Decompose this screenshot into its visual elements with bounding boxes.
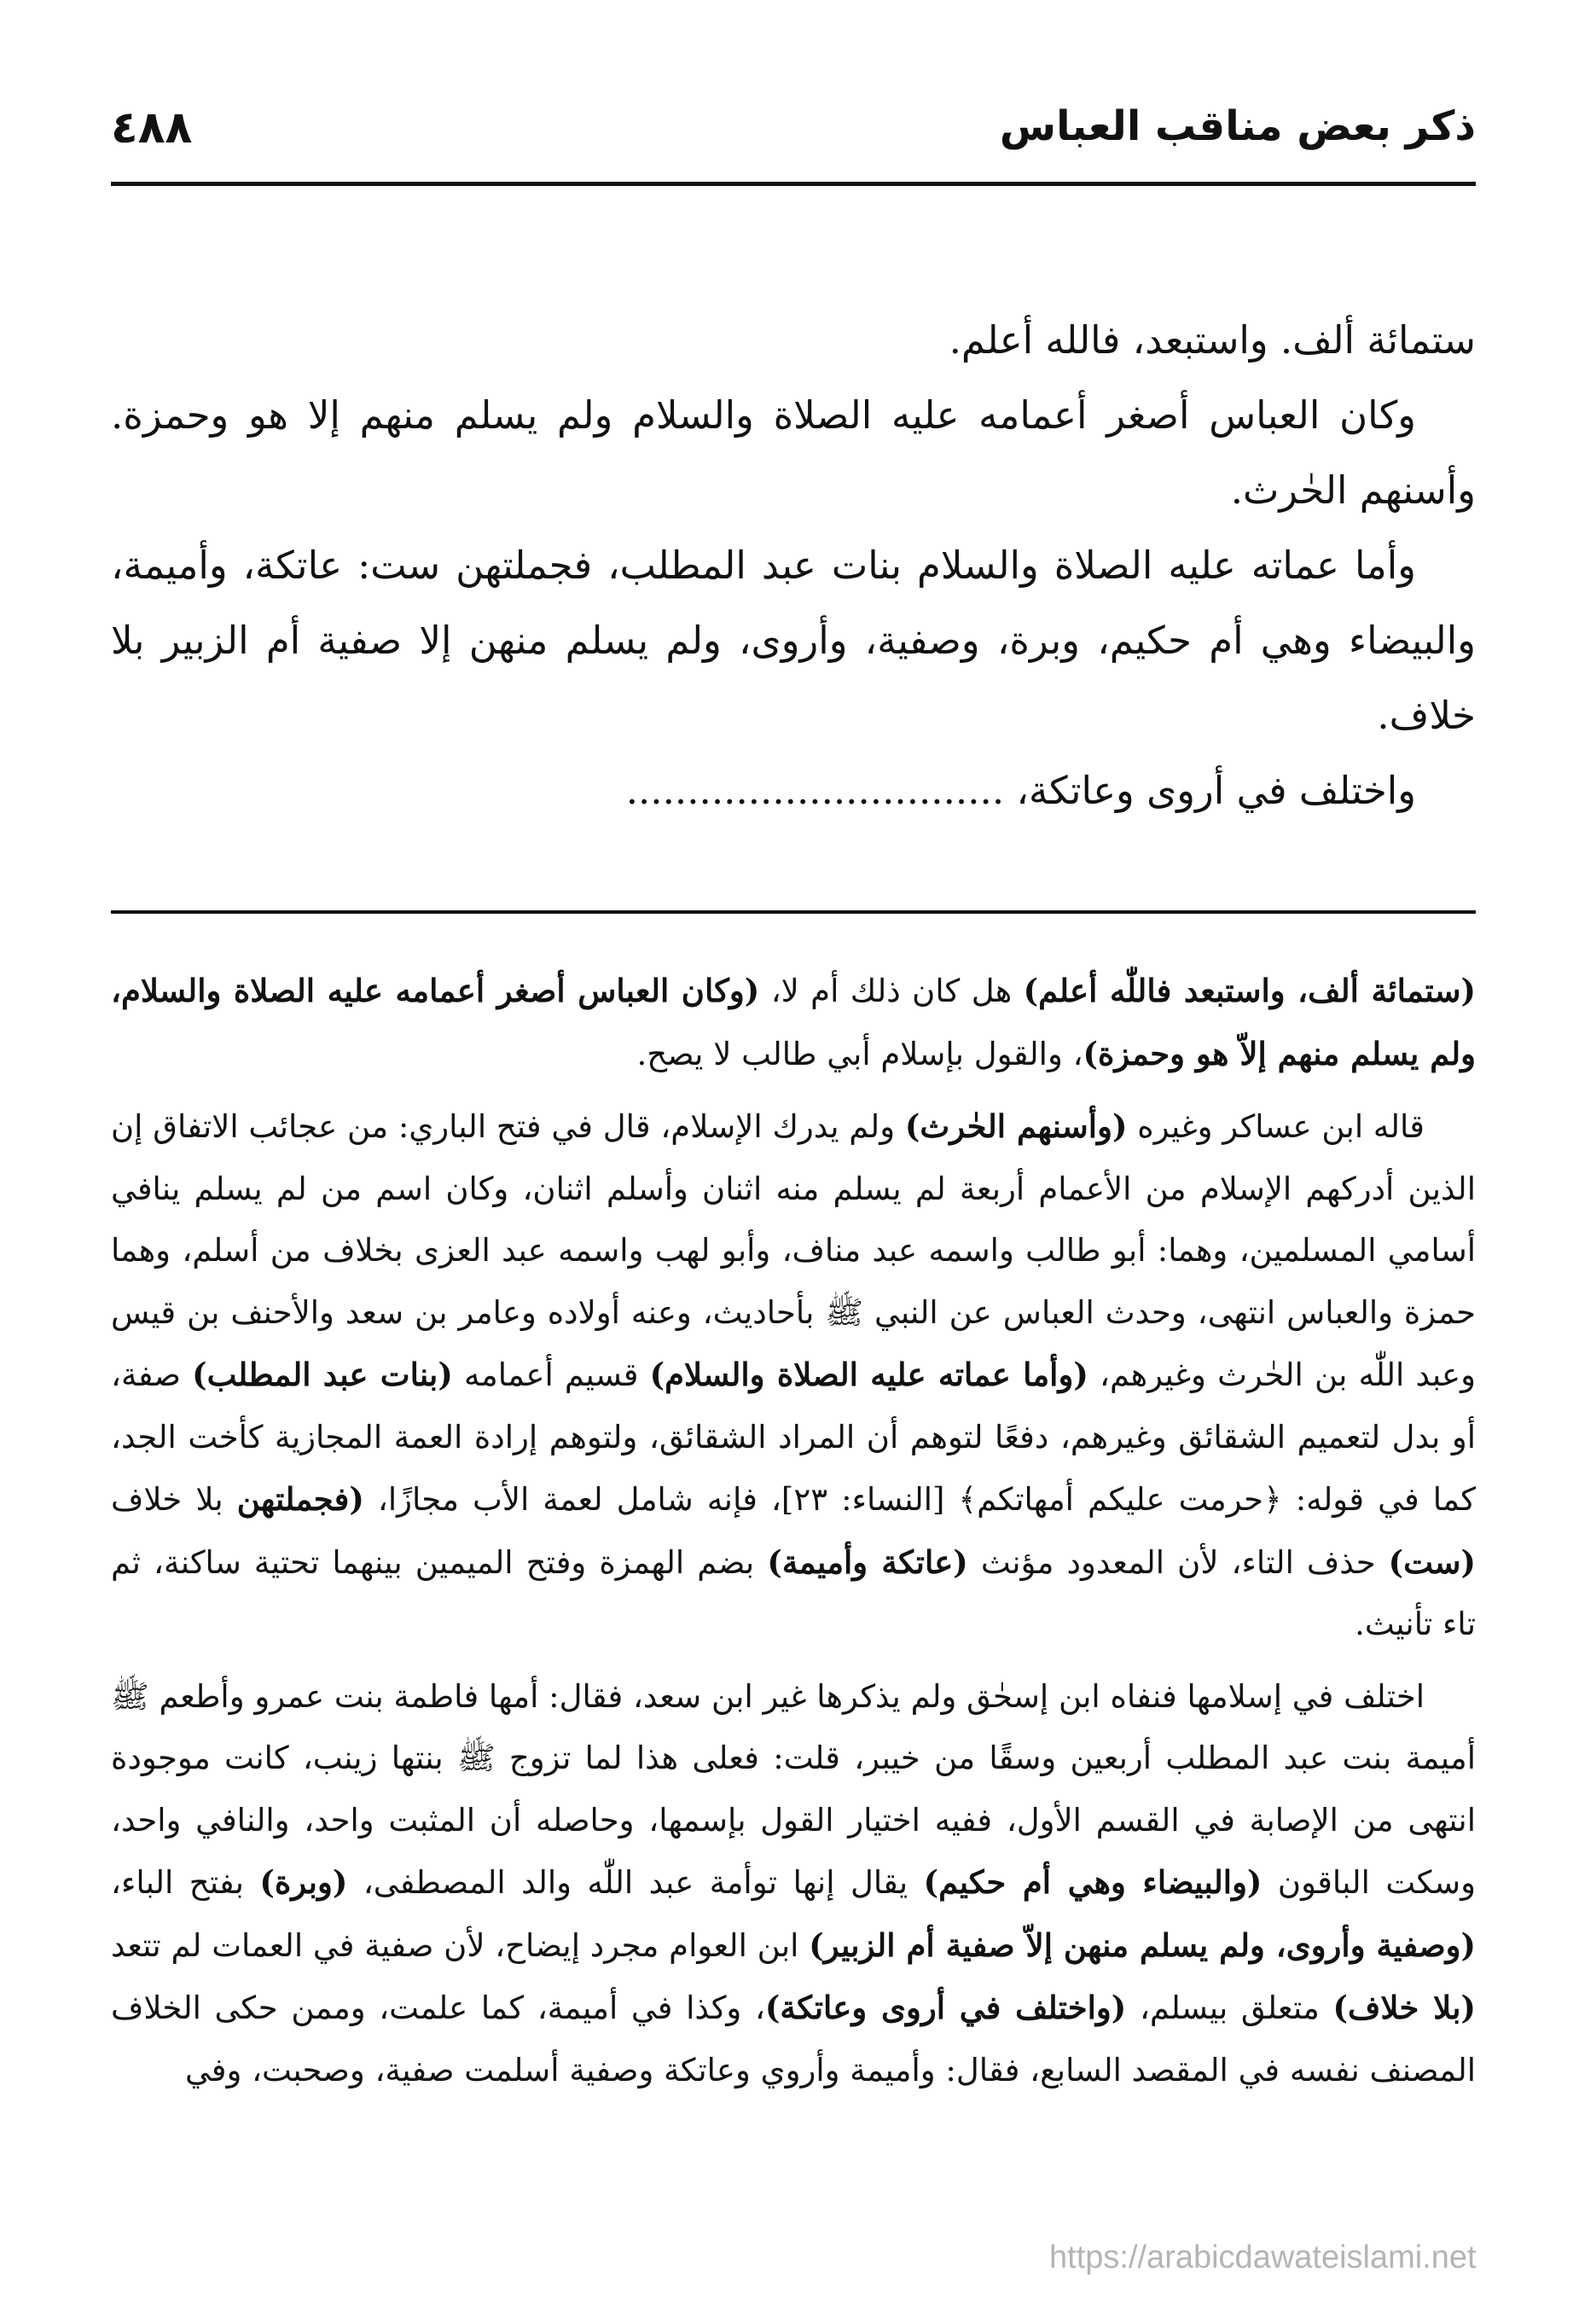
commentary-text: اختلف في إسلامها فنفاه ابن إسحٰق ولم يذكرها غير ابن سعد، فقال: أمها فاطمة بنت عمرو وأطعم ﷺ أميمة بنت عبد المطلب أربعين وسقًا من خيبر، قلت: فعلى هذا لما تزوج ﷺ بنتها زينب، كانت موجودة انتهى من الإصابة في القسم الأول، ففيه اختيار القول بإسمها، وحاصله أن المثبت واحد، والنافي واحد، وسكت الباقون bbox=[111, 1677, 1477, 1901]
quoted-matn: (وبرة) bbox=[259, 1863, 348, 1901]
quoted-matn: (عاتكة وأميمة) bbox=[767, 1543, 968, 1581]
watermark-url: https://arabicdawateislami.net bbox=[1049, 2240, 1477, 2275]
commentary-text: هل كان ذلك أم لا، bbox=[759, 973, 1024, 1009]
page-number: ٤٨٨ bbox=[111, 102, 193, 154]
header-rule bbox=[111, 182, 1476, 186]
book-page bbox=[111, 81, 1477, 2089]
commentary-text: بضم الهمزة وفتح الميمين بينهما تحتية ساكنة، ثم تاء تأنيث. bbox=[111, 1543, 1476, 1642]
commentary-text: قسيم أعمامه bbox=[452, 1357, 650, 1393]
ellipsis-dots: ............................... bbox=[625, 768, 1005, 813]
commentary-text: يقال إنها توأمة عبد اللّٰه والد المصطفى، bbox=[347, 1864, 924, 1901]
commentary-text: متعلق بيسلم، bbox=[1126, 1990, 1333, 2026]
commentary-paragraph bbox=[111, 960, 1476, 1085]
commentary-text: ، وكذا في أميمة، كما علمت، وممن حكى الخلاف المصنف نفسه في المقصد السابع، فقال: وأميمة وأروي وعاتكة وصفية أسلمت صفية، وصحبت، وفي bbox=[111, 1990, 1476, 2089]
quoted-matn: (وأما عماته عليه الصلاة والسلام) bbox=[649, 1356, 1088, 1393]
main-paragraph: وأما عماته عليه الصلاة والسلام بنات عبد المطلب، فجملتهن ست: عاتكة، وأميمة، والبيضاء وهي أم حكيم، وبرة، وصفية، وأروى، ولم يسلم منهن إلا صفية أم الزبير بلا خلاف. bbox=[111, 543, 1476, 738]
quoted-matn: (بلا خلاف) bbox=[1332, 1989, 1477, 2026]
commentary-text: بفتح الباء، bbox=[111, 1864, 260, 1901]
quoted-matn: (والبيضاء وهي أم حكيم) bbox=[923, 1863, 1262, 1901]
commentary-paragraph bbox=[111, 1666, 1476, 2102]
commentary-text: بلا خلاف bbox=[111, 1481, 237, 1518]
quoted-matn: (فجملتهن bbox=[236, 1480, 364, 1518]
separator-rule bbox=[111, 910, 1476, 914]
commentary-text: ، والقول بإسلام أبي طالب لا يصح. bbox=[636, 1035, 1083, 1072]
commentary-text: حذف التاء، لأن المعدود مؤنث bbox=[967, 1543, 1389, 1581]
main-paragraph bbox=[111, 753, 1476, 828]
commentary-text: صفة، أو بدل لتعميم الشقائق وغيرهم، دفعًا لتوهم أن المراد الشقائق، ولتوهم إرادة العمة المجازية كأخت الجد، كما في قوله: ﴿حرمت عليكم أمهاتكم﴾ [النساء: ٢٣]، فإنه شامل لعمة الأب مجازًا، bbox=[111, 1357, 1476, 1518]
main-paragraph-text: واختلف في أروى وعاتكة، bbox=[1016, 768, 1416, 813]
quoted-matn: (بنات عبد المطلب) bbox=[192, 1356, 453, 1393]
commentary-paragraph bbox=[111, 1095, 1476, 1656]
main-text bbox=[111, 303, 1476, 828]
commentary bbox=[111, 960, 1476, 2101]
quoted-matn: (ستمائة ألف، واستبعد فاللّٰه أعلم) bbox=[1023, 972, 1476, 1009]
quoted-matn: (وصفية وأروى، ولم يسلم منهن إلاّ صفية أم الزبير) bbox=[809, 1926, 1476, 1964]
main-paragraph: وكان العباس أصغر أعمامه عليه الصلاة والسلام ولم يسلم منهم إلا هو وحمزة. وأسنهم الحٰرث. bbox=[111, 392, 1476, 513]
running-title: ذكر بعض مناقب العباس bbox=[999, 102, 1476, 150]
commentary-text: ولم يدرك الإسلام، قال في فتح الباري: من عجائب الاتفاق إن الذين أدركهم الإسلام من الأعمام أربعة لم يسلم منه اثنان وأسلم اثنان، وكان اسم من لم يسلم ينافي أسامي المسلمين، وهما: أبو طالب واسمه عبد مناف، وأبو لهب واسمه عبد العزى بخلاف من أسلم، وهما حمزة والعباس انتهى، وحدث العباس عن النبي ﷺ بأحاديث، وعنه أولاده وعامر بن سعد والأحنف بن قيس وعبد اللّٰه بن الحٰرث وغيرهم، bbox=[111, 1108, 1476, 1393]
main-paragraph: ستمائة ألف. واستبعد، فالله أعلم. bbox=[949, 317, 1476, 363]
quoted-matn: (وأسنهم الحٰرث) bbox=[904, 1107, 1128, 1145]
quoted-matn: (ست) bbox=[1388, 1543, 1477, 1581]
quoted-matn: (وكان العباس أصغر أعمامه عليه الصلاة والسلام، ولم يسلم منهم إلاّ هو وحمزة) bbox=[111, 972, 1476, 1072]
page-header bbox=[111, 81, 1476, 162]
commentary-text: ابن العوام مجرد إيضاح، لأن صفية في العمات لم تتعد bbox=[111, 1926, 810, 1964]
quoted-matn: (واختلف في أروى وعاتكة) bbox=[764, 1989, 1127, 2026]
commentary-text: قاله ابن عساكر وغيره bbox=[1127, 1108, 1425, 1145]
